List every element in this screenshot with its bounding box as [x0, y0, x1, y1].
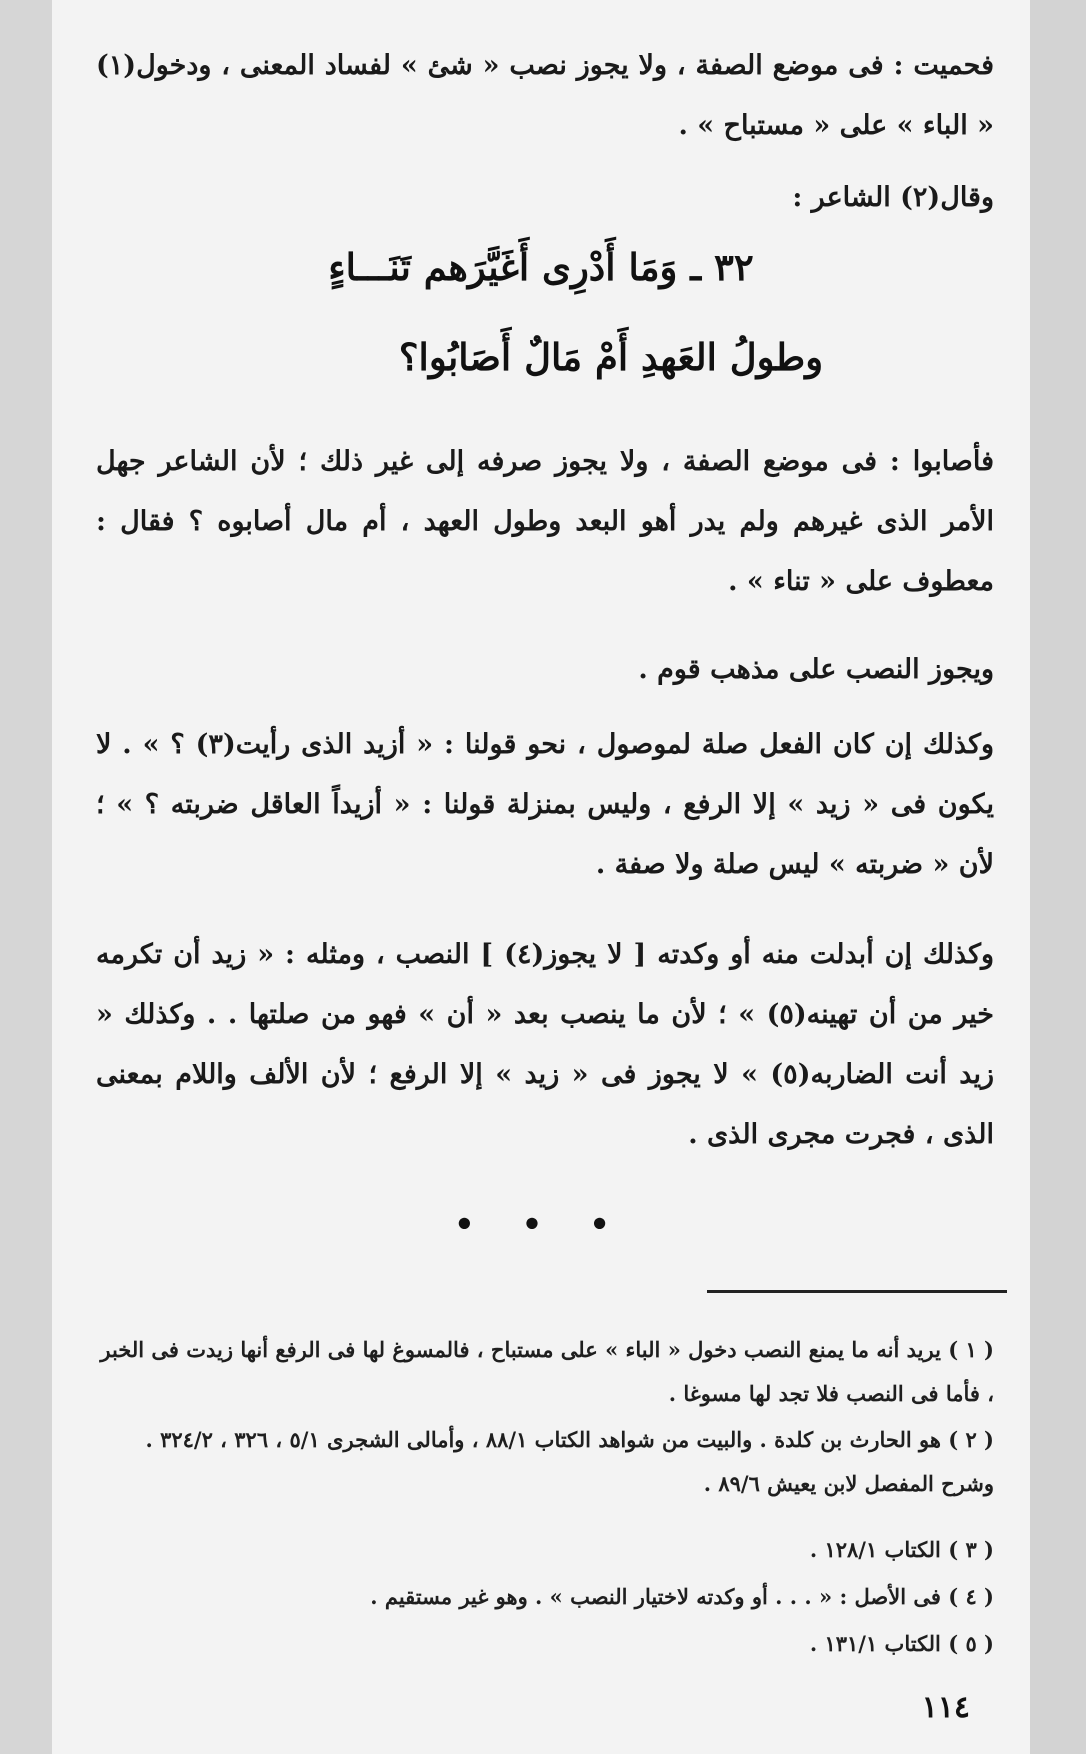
footnote-2: ( ٢ ) هو الحارث بن كلدة . والبيت من شواهد الكتاب ٨٨/١ ، وأمالى الشجرى ٥/١ ، ٣٢٦ ، ٣٢٤/٢ . وشرح المفصل لابن يعيش ٨٩/٦ .	[145, 1427, 994, 1496]
book-page	[52, 0, 1030, 1754]
footnote-1: ( ١ ) يريد أنه ما يمنع النصب دخول « الباء » على مستباح ، فالمسوغ لها فى الرفع أنها زيدت فى الخبر ، فأما فى النصب فلا تجد لها مسوغا .	[100, 1337, 994, 1406]
section-separator: • • •	[454, 1205, 628, 1243]
scan-margin-right	[1030, 0, 1086, 1754]
paragraph-6: وكذلك إن أبدلت منه أو وكدته [ لا يجوز(٤) ] النصب ، ومثله : « زيد أن تكرمه خير من أن تهينه(٥) » ؛ لأن ما ينصب بعد « أن » فهو من صلتها . . وكذلك « زيد أنت الضاربه(٥) » لا يجوز فى « زيد » إلا الرفع ؛ لأن الألف واللام بمعنى الذى ، فجرت مجرى الذى .	[96, 939, 995, 1150]
verse-line-2: وطولُ العَهدِ أَمْ مَالٌ أَصَابُوا؟	[398, 335, 824, 379]
footnote-5: ( ٥ ) الكتاب ١٣١/١ .	[809, 1631, 994, 1656]
paragraph-3: فأصابوا : فى موضع الصفة ، ولا يجوز صرفه إلى غير ذلك ؛ لأن الشاعر جهل الأمر الذى غيرهم ولم يدر أهو البعد وطول العهد ، أم مال أصابوه ؟ فقال : معطوف على « تناء » .	[96, 446, 994, 597]
paragraph-5: وكذلك إن كان الفعل صلة لموصول ، نحو قولنا : « أزيد الذى رأيت(٣) ؟ » . لا يكون فى « زيد » إلا الرفع ، وليس بمنزلة قولنا : « أزيداً العاقل ضربته ؟ » ؛ لأن « ضربته » ليس صلة ولا صفة .	[96, 729, 994, 880]
page-number: ١١٤	[921, 1690, 970, 1725]
paragraph-2: وقال(٢) الشاعر :	[792, 182, 994, 213]
scan-margin-left	[0, 0, 52, 1754]
paragraph-4: ويجوز النصب على مذهب قوم .	[638, 654, 994, 685]
footnote-4: ( ٤ ) فى الأصل : « . . . أو وكدته لاختيار النصب » . وهو غير مستقيم .	[370, 1584, 994, 1609]
footnote-3: ( ٣ ) الكتاب ١٢٨/١ .	[809, 1537, 994, 1562]
verse-line-1: ٣٢ ـ وَمَا أَدْرِى أَغَيَّرَهم تَنَـــاءٍ	[328, 245, 754, 289]
paragraph-1: فحميت : فى موضع الصفة ، ولا يجوز نصب « شئ » لفساد المعنى ، ودخول(١) « الباء » على « مستباح » .	[96, 50, 994, 141]
footnote-rule	[707, 1290, 1007, 1293]
